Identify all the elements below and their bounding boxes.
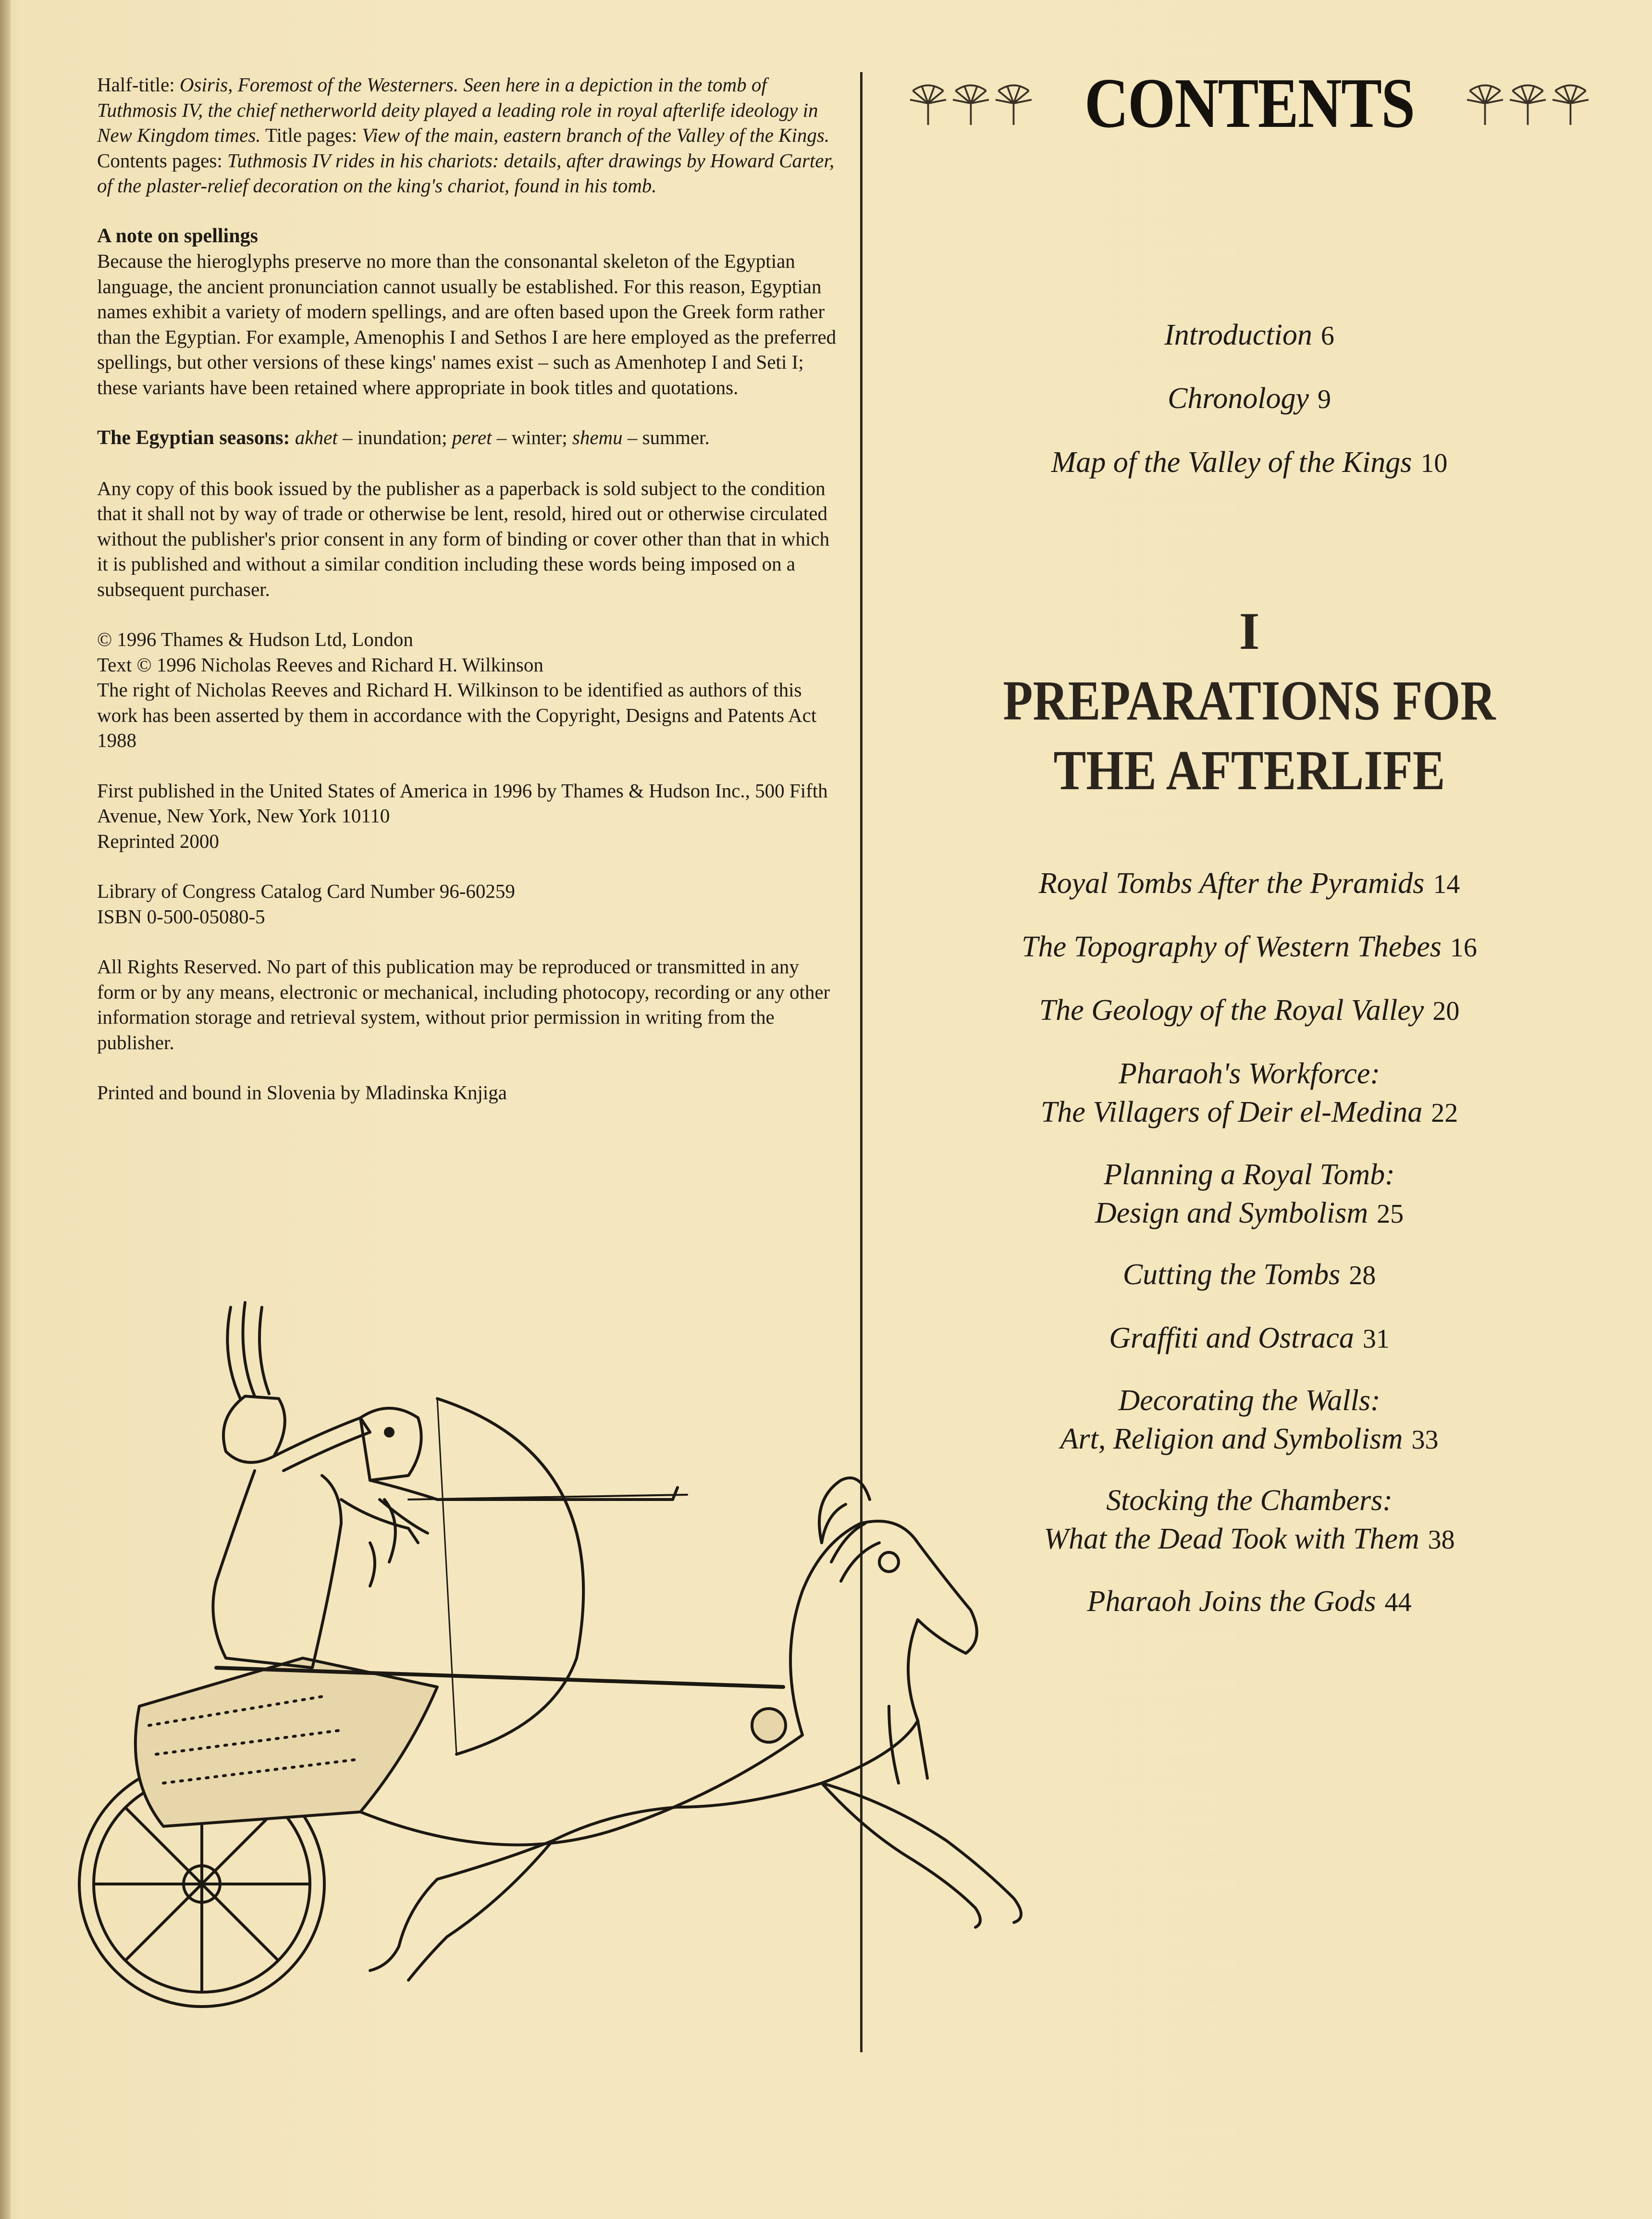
toc-chapter-title: Royal Tombs After the Pyramids bbox=[1038, 867, 1425, 900]
toc-chapter-entry[interactable] bbox=[903, 1054, 1595, 1132]
rights-notice: All Rights Reserved. No part of this publication may be reproduced or transmitted in any form or by any means, electronic or mechanical, including photocopy, recording or any other information storage and retrieval system, without prior permission in writing from the publisher. bbox=[97, 955, 830, 1054]
isbn-line: ISBN 0-500-05080-5 bbox=[97, 905, 265, 928]
toc-chapter-title: Pharaoh's Workforce: bbox=[1118, 1057, 1381, 1090]
half-title-caption: Osiris, Foremost of the Westerners. Seen here in a depiction in the tomb of Tuthmosis IV, the chief netherworld deity played a leading role in royal afterlife ideology in New Kingdom times. bbox=[97, 74, 818, 146]
horse-figure bbox=[370, 1478, 1021, 1980]
imprint-column bbox=[97, 72, 837, 1105]
seasons-heading: The Egyptian seasons: bbox=[97, 427, 295, 449]
copyright-block bbox=[97, 627, 837, 753]
title-pages-label: Title pages: bbox=[260, 124, 362, 146]
toc-entry-title: Chronology bbox=[1168, 382, 1309, 415]
contents-title: CONTENTS bbox=[1084, 64, 1415, 143]
season-shemu-meaning: – summer. bbox=[622, 426, 710, 448]
toc-chapter-entry[interactable] bbox=[903, 991, 1595, 1030]
spellings-text: Because the hieroglyphs preserve no more than the consonantal skeleton of the Egyptian language, the ancient pronunciation cannot usually be established. For this reason, Egyptian names exhibit a variety of modern spellings, and are often based upon the Greek form rather than the Egyptian. For example, Amenophis I and Sethos I are here employed as the preferred spellings, but other versions of these kings' names exist – such as Amenhotep I and Seti I; these variants have been retained where appropriate in book titles and quotations. bbox=[97, 250, 837, 398]
papyrus-ornament-right-icon bbox=[1460, 74, 1595, 132]
chariot-body bbox=[136, 1658, 437, 1826]
toc-chapter-subtitle: Design and Symbolism bbox=[1095, 1197, 1368, 1229]
toc-entry[interactable] bbox=[903, 379, 1595, 419]
toc-entry-title: Map of the Valley of the Kings bbox=[1051, 446, 1412, 479]
toc-chapter-page: 38 bbox=[1428, 1525, 1455, 1555]
contents-header bbox=[903, 62, 1595, 144]
publication-line: First published in the United States of America in 1996 by Thames & Hudson Inc., 500 Fifth Avenue, New York, New York 10110 bbox=[97, 779, 828, 827]
toc-chapter-page: 31 bbox=[1362, 1324, 1390, 1354]
toc-entry-page: 6 bbox=[1320, 321, 1334, 351]
toc-chapter-entry[interactable] bbox=[903, 1155, 1595, 1233]
toc-chapter-page: 44 bbox=[1384, 1587, 1412, 1617]
pharaoh-chariot-illustration bbox=[72, 1274, 1129, 2091]
season-akhet-meaning: – inundation; bbox=[337, 426, 452, 448]
toc-chapter-subtitle: The Villagers of Deir el-Medina bbox=[1040, 1096, 1423, 1128]
toc-chapter-page: 25 bbox=[1377, 1199, 1404, 1229]
toc-chapter-title: Planning a Royal Tomb: bbox=[1104, 1158, 1395, 1191]
toc-entry-page: 9 bbox=[1317, 384, 1331, 414]
papyrus-ornament-left-icon bbox=[903, 74, 1038, 132]
contents-pages-caption: Tuthmosis IV rides in his chariots: details, after drawings by Howard Carter, of the plaster-relief decoration on the king's chariot, found in his tomb. bbox=[97, 149, 835, 197]
part-title bbox=[952, 666, 1547, 805]
toc-chapter-title: Stocking the Chambers: bbox=[1106, 1484, 1393, 1517]
toc-entry-title: Introduction bbox=[1164, 319, 1312, 351]
toc-chapter-title: Pharaoh Joins the Gods bbox=[1087, 1585, 1376, 1618]
toc-chapter-title: Cutting the Tombs bbox=[1122, 1258, 1341, 1291]
publication-block bbox=[97, 778, 837, 854]
season-akhet: akhet bbox=[295, 426, 338, 448]
seasons-note bbox=[97, 425, 837, 451]
toc-chapter-title: The Geology of the Royal Valley bbox=[1039, 994, 1424, 1027]
half-title-label: Half-title: bbox=[97, 74, 180, 96]
toc-entry[interactable] bbox=[903, 443, 1595, 483]
copyright-line: © 1996 Thames & Hudson Ltd, London bbox=[97, 628, 413, 650]
bow bbox=[437, 1399, 583, 1754]
lccn-line: Library of Congress Catalog Card Number 96-60259 bbox=[97, 880, 515, 902]
toc-chapter-title: The Topography of Western Thebes bbox=[1022, 930, 1442, 963]
toc-chapter-subtitle: Art, Religion and Symbolism bbox=[1060, 1423, 1403, 1455]
toc-entry-page: 10 bbox=[1420, 448, 1448, 478]
spellings-heading: A note on spellings bbox=[97, 224, 258, 247]
reprint-line: Reprinted 2000 bbox=[97, 830, 219, 852]
binding-edge bbox=[0, 0, 11, 2219]
toc-chapter-subtitle: What the Dead Took with Them bbox=[1044, 1523, 1419, 1555]
part-title-line: PREPARATIONS FOR bbox=[1003, 669, 1496, 732]
season-shemu: shemu bbox=[572, 426, 623, 448]
toc-chapter-title: Decorating the Walls: bbox=[1118, 1384, 1381, 1417]
toc-chapter-page: 16 bbox=[1450, 933, 1477, 963]
toc-chapter-page: 22 bbox=[1431, 1098, 1458, 1128]
season-peret-meaning: – winter; bbox=[492, 426, 572, 448]
toc-chapter-page: 33 bbox=[1411, 1425, 1439, 1455]
part-title-line: THE AFTERLIFE bbox=[1053, 739, 1445, 802]
title-pages-caption: View of the main, eastern branch of the Valley of the Kings. bbox=[362, 124, 830, 146]
catalog-block bbox=[97, 879, 837, 929]
part-numeral: I bbox=[1239, 602, 1260, 660]
toc-entry[interactable] bbox=[903, 316, 1595, 355]
paperback-notice: Any copy of this book issued by the publisher as a paperback is sold subject to the condition that it shall not by way of trade or otherwise be lent, resold, hired out or otherwise circulated without the publisher's prior consent in any form of binding or cover other than that in which it is published and without a similar condition including these words being imposed on a subsequent purchaser. bbox=[97, 477, 830, 600]
toc-chapter-entry[interactable] bbox=[903, 928, 1595, 967]
picture-captions bbox=[97, 72, 837, 198]
pharaoh-figure bbox=[213, 1302, 678, 1668]
contents-pages-label: Contents pages: bbox=[97, 149, 228, 172]
toc-chapter-page: 20 bbox=[1432, 996, 1460, 1026]
copyright-line: Text © 1996 Nicholas Reeves and Richard H. Wilkinson bbox=[97, 653, 543, 676]
toc-chapter-page: 14 bbox=[1433, 869, 1460, 899]
season-peret: peret bbox=[452, 426, 492, 448]
printed-line: Printed and bound in Slovenia by Mladinska Knjiga bbox=[97, 1081, 507, 1103]
copyright-line: The right of Nicholas Reeves and Richard H. Wilkinson to be identified as authors of this work has been asserted by them in accordance with the Copyright, Designs and Patents Act 1988 bbox=[97, 679, 817, 751]
toc-chapter-entry[interactable] bbox=[903, 864, 1595, 904]
toc-chapter-page: 28 bbox=[1349, 1261, 1376, 1290]
toc-chapter-title: Graffiti and Ostraca bbox=[1109, 1322, 1354, 1354]
